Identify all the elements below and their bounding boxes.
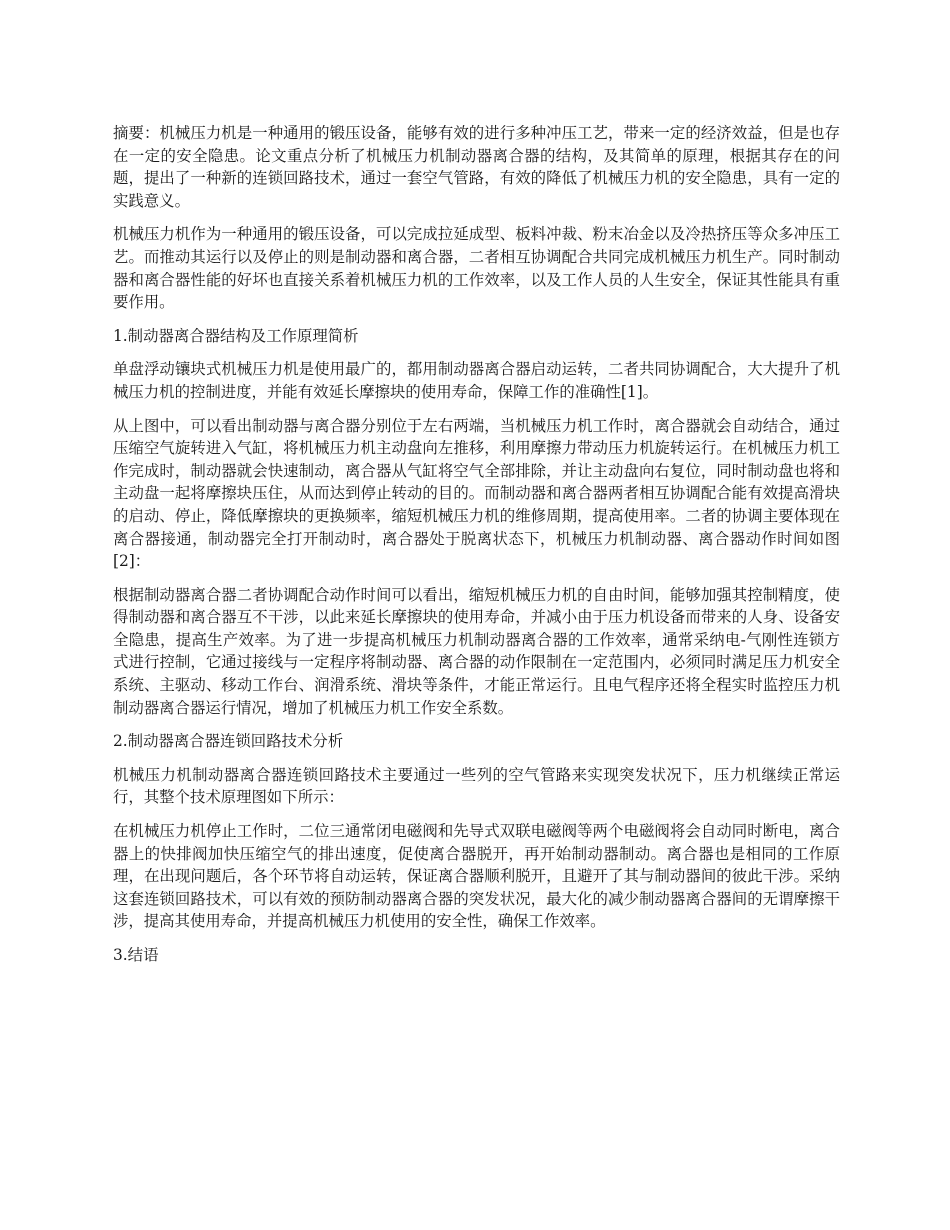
section-2-paragraph-2: 在机械压力机停止工作时，二位三通常闭电磁阀和先导式双联电磁阀等两个电磁阀将会自动同时断电，离合器上的快排阀加快压缩空气的排出速度，促使离合器脱开，再开始制动器制动。离合器也是相同的工作原理，在出现问题后，各个环节将自动运转，保证离合器顺利脱开，且避开了其与制动器间的彼此干涉。采纳这套连锁回路技术，可以有效的预防制动器离合器的突发状况，最大化的减少制动器离合器间的无谓摩擦干涉，提高其使用寿命，并提高机械压力机使用的安全性，确保工作效率。 xyxy=(113,822,840,931)
section-1-paragraph-2: 从上图中，可以看出制动器与离合器分别位于左右两端，当机械压力机工作时，离合器就会自动结合，通过压缩空气旋转进入气缸，将机械压力机主动盘向左推移，利用摩擦力带动压力机旋转运行。在机械压力机工作完成时，制动器就会快速制动，离合器从气缸将空气全部排除，并让主动盘向右复位，同时制动盘也将和主动盘一起将摩擦块压住，从而达到停止转动的目的。而制动器和离合器两者相互协调配合能有效提高滑块的启动、停止，降低摩擦块的更换频率，缩短机械压力机的维修周期，提高使用率。二者的协调主要体现在离合器接通，制动器完全打开制动时，离合器处于脱离状态下，机械压力机制动器、离合器动作时间如图[2]： xyxy=(113,416,840,571)
abstract-paragraph: 摘要：机械压力机是一种通用的锻压设备，能够有效的进行多种冲压工艺，带来一定的经济效益，但是也存在一定的安全隐患。论文重点分析了机械压力机制动器离合器的结构，及其简单的原理，根据其存在的问题，提出了一种新的连锁回路技术，通过一套空气管路，有效的降低了机械压力机的安全隐患，具有一定的实践意义。 xyxy=(113,124,840,210)
section-1-heading: 1.制动器离合器结构及工作原理简析 xyxy=(113,326,359,345)
section-2-heading: 2.制动器离合器连锁回路技术分析 xyxy=(113,732,344,751)
document-body xyxy=(113,122,840,978)
section-1-paragraph-1: 单盘浮动镶块式机械压力机是使用最广的，都用制动器离合器启动运转，二者共同协调配合，大大提升了机械压力机的控制进度，并能有效延长摩擦块的使用寿命，保障工作的准确性[1]。 xyxy=(113,360,840,401)
section-2-paragraph-1: 机械压力机制动器离合器连锁回路技术主要通过一些列的空气管路来实现突发状况下，压力机继续正常运行，其整个技术原理图如下所示： xyxy=(113,765,840,807)
section-1-paragraph-3: 根据制动器离合器二者协调配合动作时间可以看出，缩短机械压力机的自由时间，能够加强其控制精度，使得制动器和离合器互不干涉，以此来延长摩擦块的使用寿命，并减小由于压力机设备而带来的人身、设备安全隐患，提高生产效率。为了进一步提高机械压力机制动器离合器的工作效率，通常采纳电-气刚性连锁方式进行控制，它通过接线与一定程序将制动器、离合器的动作限制在一定范围内，必须同时满足压力机安全系统、主驱动、移动工作台、润滑系统、滑块等条件，才能正常运行。且电气程序还将全程实时监控压力机制动器离合器运行情况，增加了机械压力机工作安全系数。 xyxy=(113,585,840,717)
intro-paragraph: 机械压力机作为一种通用的锻压设备，可以完成拉延成型、板料冲裁、粉末冶金以及冷热挤压等众多冲压工艺。而推动其运行以及停止的则是制动器和离合器，二者相互协调配合共同完成机械压力机生产。同时制动器和离合器性能的好坏也直接关系着机械压力机的工作效率，以及工作人员的人生安全，保证其性能具有重要作用。 xyxy=(113,225,840,312)
section-3-heading: 3.结语 xyxy=(113,946,159,964)
